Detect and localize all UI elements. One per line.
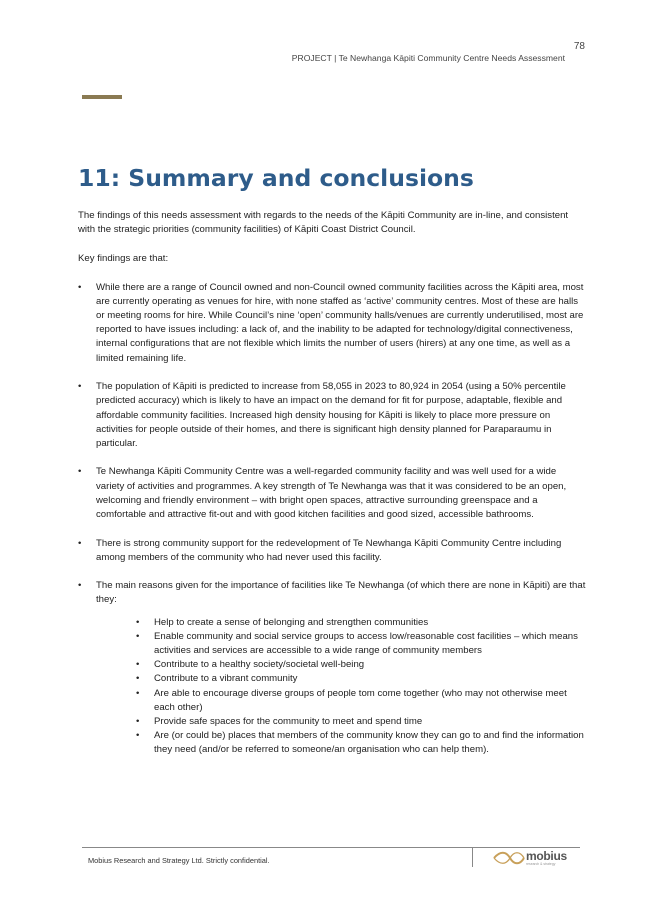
page-title: 11: Summary and conclusions — [78, 164, 474, 192]
page-number: 78 — [573, 41, 585, 52]
finding-item — [78, 579, 586, 757]
finding-item — [78, 380, 586, 451]
logo-tagline: research & strategy — [526, 862, 556, 866]
running-header: PROJECT | Te Newhanga Kāpiti Community Centre Needs Assessment — [291, 53, 565, 63]
footer-rule — [82, 847, 580, 848]
reason-item: • Provide safe spaces for the community to meet and spend time — [136, 715, 586, 729]
accent-bar — [82, 95, 122, 99]
finding-text: There is strong community support for the redevelopment of Te Newhanga Kāpiti Community Centre including among members of the community who had never used this facility. — [96, 537, 562, 563]
mobius-logo — [492, 850, 567, 866]
logo-wordmark: mobius — [526, 849, 567, 863]
intro-paragraph: The findings of this needs assessment with regards to the needs of the Kāpiti Community are in-line, and consistent with the strategic priorities (community facilities) of Kāpiti Coast District Council. — [78, 210, 569, 236]
footer-divider — [472, 847, 473, 867]
logo-text-group — [526, 850, 567, 866]
document-body — [78, 209, 586, 772]
finding-item — [78, 281, 586, 366]
finding-text: The main reasons given for the importance of facilities like Te Newhanga (of which there are none in Kāpiti) are that they: — [96, 580, 586, 606]
finding-text: While there are a range of Council owned and non-Council owned community facilities across the Kāpiti area, most are currently operating as venues for hire, with none staffed as ‘active’ community centres. Most of these are halls or meeting rooms for hire. While Council’s nine ‘open’ community halls/venues are currently underutilised, most are reported to have issues including: a lack of, and the inability to be adapted for technology/digital connectiveness, internal configurations that are not flexible which limits the number of users (hirers) at any one time, as well as a limited remaining life. — [96, 281, 584, 364]
reason-item: • Are able to encourage diverse groups of people tom come together (who may not otherwise meet each other) — [136, 687, 586, 715]
reason-item: • Help to create a sense of belonging and strengthen communities — [136, 616, 586, 630]
finding-text: The population of Kāpiti is predicted to increase from 58,055 in 2023 to 80,924 in 2054 (using a 50% percentile predicted accuracy) which is likely to have an impact on the demand for fit for purpose, adaptable, flexible and affordable community facilities. Increased high density housing for Kāpiti is likely to place more pressure on activities for people outside of their homes, and there is significant high density planned for Paraparaumu in particular. — [96, 381, 566, 449]
footer-text: Mobius Research and Strategy Ltd. Strictly confidential. — [88, 856, 270, 865]
reason-item: • Are (or could be) places that members of the community know they can go to and find the information they need (and/or be referred to someone/an organisation who can help them). — [136, 729, 586, 757]
reason-item: • Enable community and social service groups to access low/reasonable cost facilities – which means activities and services are accessible to a wide range of community members — [136, 630, 586, 658]
reason-item: • Contribute to a vibrant community — [136, 672, 586, 686]
key-findings-label: Key findings are that: — [78, 252, 169, 264]
findings-list — [78, 281, 586, 758]
finding-item — [78, 465, 586, 522]
reasons-list — [136, 616, 586, 758]
finding-text: Te Newhanga Kāpiti Community Centre was a well-regarded community facility and was well used for a wide variety of activities and programmes. A key strength of Te Newhanga was that it was considered to be an open, welcoming and friendly environment – with bright open spaces, attractive surrounding greenspace and a comfortable and attractive fit-out and with good kitchen facilities and good sized, accessible bathrooms. — [96, 466, 567, 521]
reason-item: • Contribute to a healthy society/societal well-being — [136, 658, 586, 672]
mobius-swirl-icon — [492, 850, 526, 866]
finding-item — [78, 537, 586, 565]
